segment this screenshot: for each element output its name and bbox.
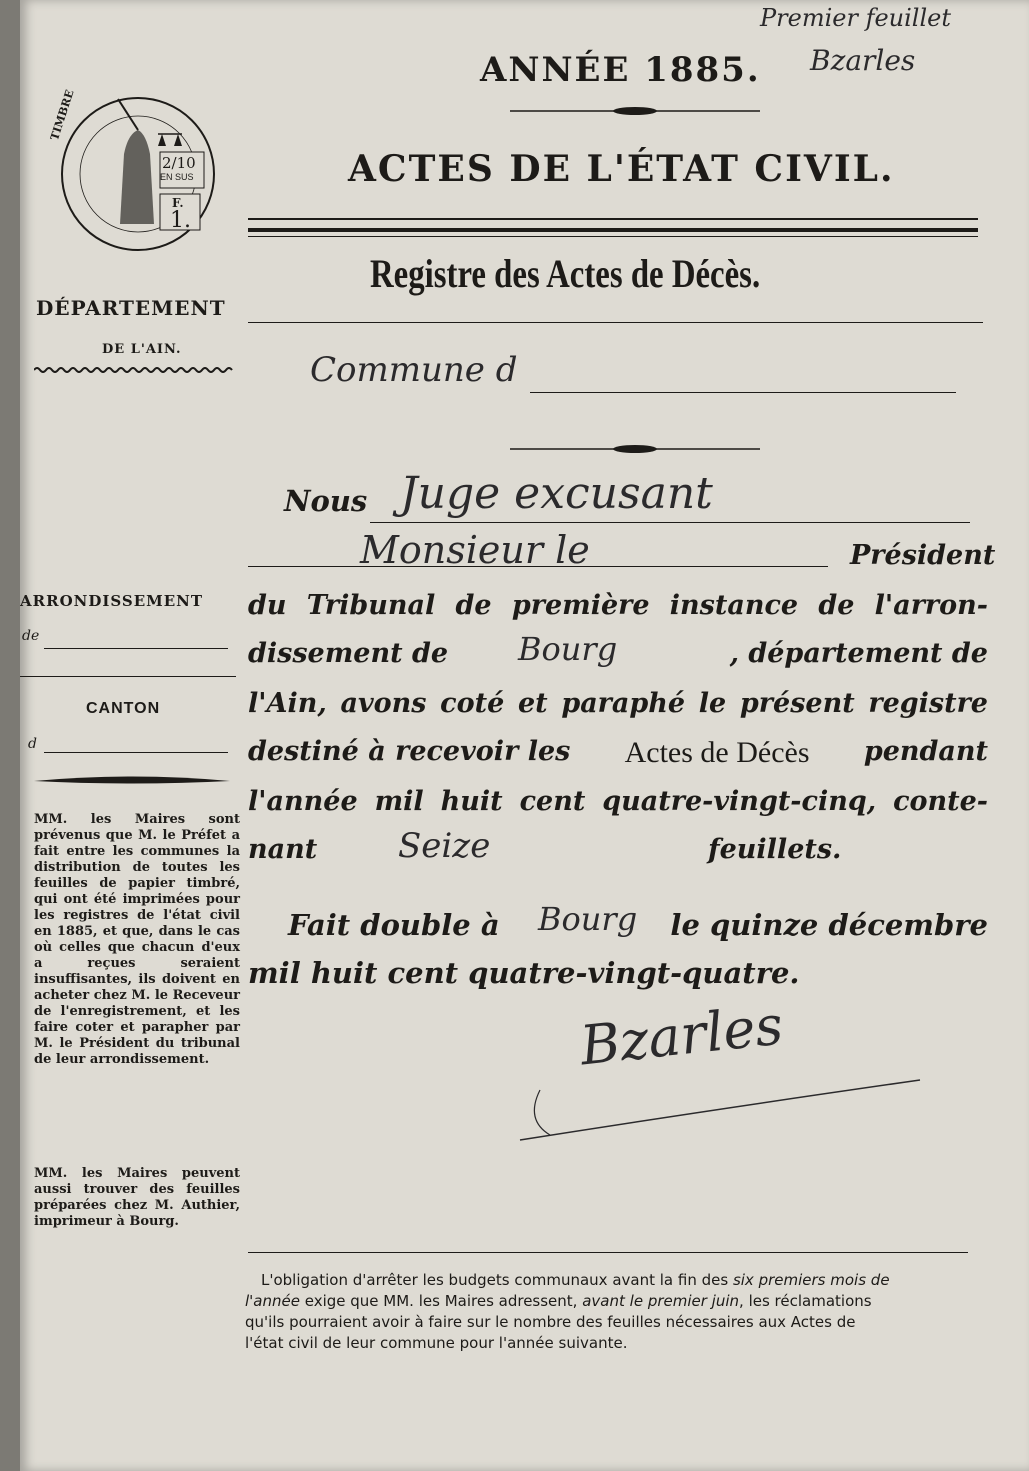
body-line-5: l'année mil huit cent quatre-vingt-cinq, conte- <box>248 786 988 817</box>
body-line-1: du Tribunal de première instance de l'arron- <box>248 590 988 621</box>
commune-label: Commune d <box>310 350 518 390</box>
body-line-3: l'Ain, avons coté et paraphé le présent registre <box>248 688 988 719</box>
de-lain-label: DE L'AIN. <box>102 342 182 357</box>
stamp-ensus: EN SUS <box>160 172 194 182</box>
body-line-4: destiné à recevoir les Actes de Décès pendant <box>248 736 988 769</box>
handwritten-monsieur: Monsieur le <box>360 528 590 572</box>
stamp-one: 1. <box>170 208 191 233</box>
timbre-stamp <box>58 94 218 254</box>
annee-heading: ANNÉE 1885. <box>480 50 761 90</box>
canton-label: CANTON <box>86 700 161 717</box>
handwritten-top-note: Premier feuillet <box>760 4 951 32</box>
ornament-divider-2 <box>510 442 760 456</box>
canton-d: d <box>28 736 37 752</box>
arrondissement-label: ARRONDISSEMENT <box>20 592 204 610</box>
sidebar-flourish <box>34 774 230 788</box>
stamp-price: 2/10 <box>162 154 196 172</box>
body-line-6: nant Seize feuillets. <box>248 826 842 866</box>
nous-label: Nous <box>284 484 368 518</box>
president-signature: Bzarles <box>577 993 786 1078</box>
handwritten-juge: Juge excusant <box>400 468 713 519</box>
body-line-8: mil huit cent quatre-vingt-quatre. <box>248 956 800 990</box>
stamp-franc: F. <box>172 196 184 210</box>
body-line-7: Fait double à Bourg le quinze décembre <box>288 900 988 942</box>
body-line-2: dissement de Bourg , département de <box>248 630 988 669</box>
president-word: Président <box>850 540 996 571</box>
departement-label: DÉPARTEMENT <box>36 296 226 320</box>
sidebar-note-1: MM. les Maires sont prévenus que M. le Préfet a fait entre les communes la distribution de toutes les feuilles de papier timbré, qui ont été imprimées pour les registres de l'état civil en 1885, et que, dans le cas où celles que chacun d'eux a reçues seraient insuffisantes, ils doivent en acheter chez M. le Receveur de l'enregistrement, et les faire coter et parapher par M. le Président du tribunal de leur arrondissement. <box>34 812 240 1067</box>
handwritten-seize: Seize <box>398 826 491 866</box>
ornament-divider <box>510 104 760 118</box>
actes-heading: ACTES DE L'ÉTAT CIVIL. <box>348 148 895 190</box>
stamp-timbre-text: TIMBRE <box>48 88 77 143</box>
handwritten-paraphe: Bzarles <box>810 44 916 77</box>
handwritten-bourg-2: Bourg <box>538 900 638 938</box>
marianne-figure-icon <box>120 130 154 224</box>
footer-note: L'obligation d'arrêter les budgets communaux avant la fin des six premiers mois de l'année exige que MM. les Maires adressent, avant le premier juin, les réclamations qu'ils pourraient avoir à faire sur le nombre des feuilles nécessaires aux Actes de l'état civil de leur commune pour l'année suivante. <box>245 1271 890 1352</box>
document-page <box>20 0 1029 1471</box>
sidebar-note-2: MM. les Maires peuvent aussi trouver des feuilles préparées chez M. Authier, imprimeur à Bourg. <box>34 1166 240 1229</box>
registre-title: Registre des Actes de Décès. <box>370 251 761 296</box>
wavy-rule <box>34 366 234 374</box>
handwritten-bourg-1: Bourg <box>518 630 618 668</box>
signature-flourish <box>510 1070 930 1150</box>
arrondissement-de: de <box>22 628 40 644</box>
